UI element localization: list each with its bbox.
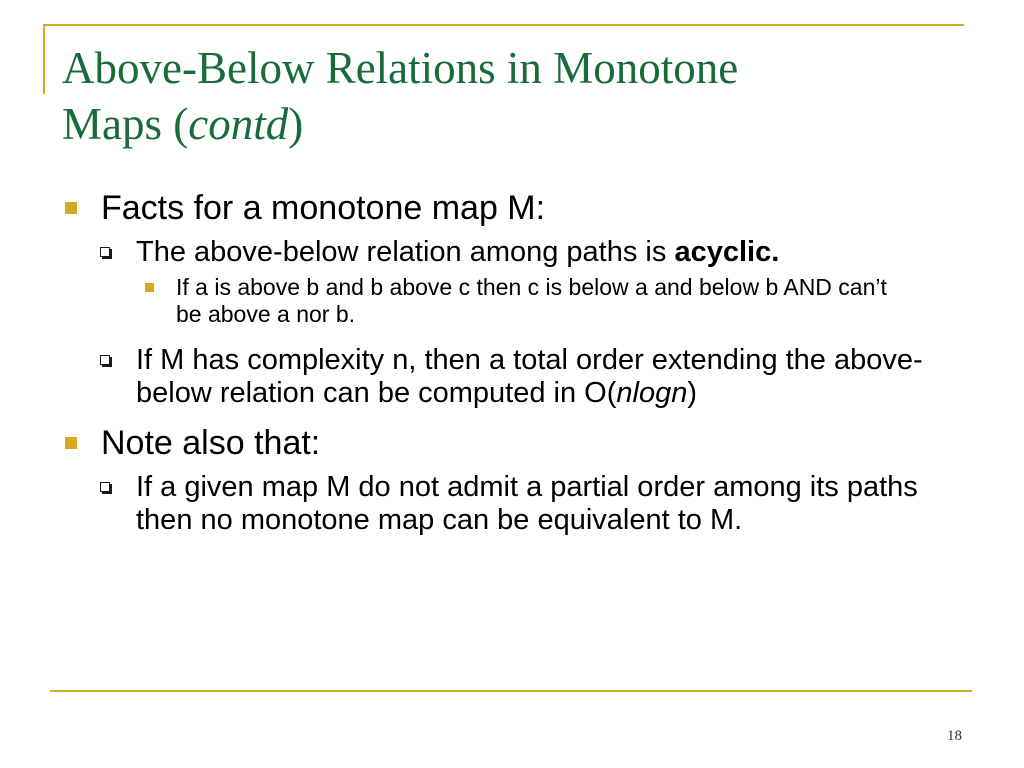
hollow-square-bullet-icon bbox=[100, 482, 110, 492]
bullet-text: Note also that: bbox=[101, 424, 321, 462]
bullet-facts bbox=[62, 188, 972, 228]
bullet-text: Facts for a monotone map M: bbox=[101, 189, 546, 227]
title-line-2-end: ) bbox=[288, 99, 304, 149]
bullet-text-main: If M has complexity n, then a total order extending the above-below relation can be computed in O( bbox=[136, 344, 923, 409]
bullet-above-below bbox=[176, 274, 896, 328]
hollow-square-bullet-icon bbox=[100, 247, 110, 257]
title-line-2-main: Maps ( bbox=[62, 99, 189, 149]
square-bullet-icon bbox=[65, 437, 77, 449]
title-line-1: Above-Below Relations in Monotone bbox=[62, 43, 739, 93]
bullet-text-italic: nlogn bbox=[616, 377, 688, 409]
title-line-2 bbox=[62, 96, 942, 152]
bullet-note bbox=[62, 423, 972, 463]
bullet-text-end: ) bbox=[687, 377, 698, 409]
hollow-square-bullet-icon bbox=[100, 355, 110, 365]
bullet-text-main: The above-below relation among paths is bbox=[136, 236, 675, 268]
bullet-text bbox=[136, 344, 923, 409]
slide-title bbox=[62, 40, 942, 152]
title-line-2-italic: contd bbox=[188, 99, 289, 149]
bullet-text-bold: acyclic. bbox=[674, 236, 780, 268]
slide-body bbox=[62, 188, 972, 537]
bullet-complexity bbox=[136, 344, 966, 410]
page-number: 18 bbox=[947, 728, 962, 744]
left-rule bbox=[43, 24, 45, 94]
square-bullet-icon bbox=[65, 202, 77, 214]
bullet-acyclic bbox=[136, 236, 972, 269]
bullet-text: If a given map M do not admit a partial order among its paths then no monotone map can be equivalent to M. bbox=[136, 471, 918, 536]
bullet-text bbox=[136, 236, 779, 268]
bottom-rule bbox=[50, 690, 972, 692]
square-bullet-icon bbox=[145, 283, 154, 292]
top-rule bbox=[43, 24, 964, 26]
bullet-text: If a is above b and b above c then c is below a and below b AND can’t be above a nor b. bbox=[176, 274, 887, 327]
bullet-partial-order bbox=[136, 471, 936, 537]
